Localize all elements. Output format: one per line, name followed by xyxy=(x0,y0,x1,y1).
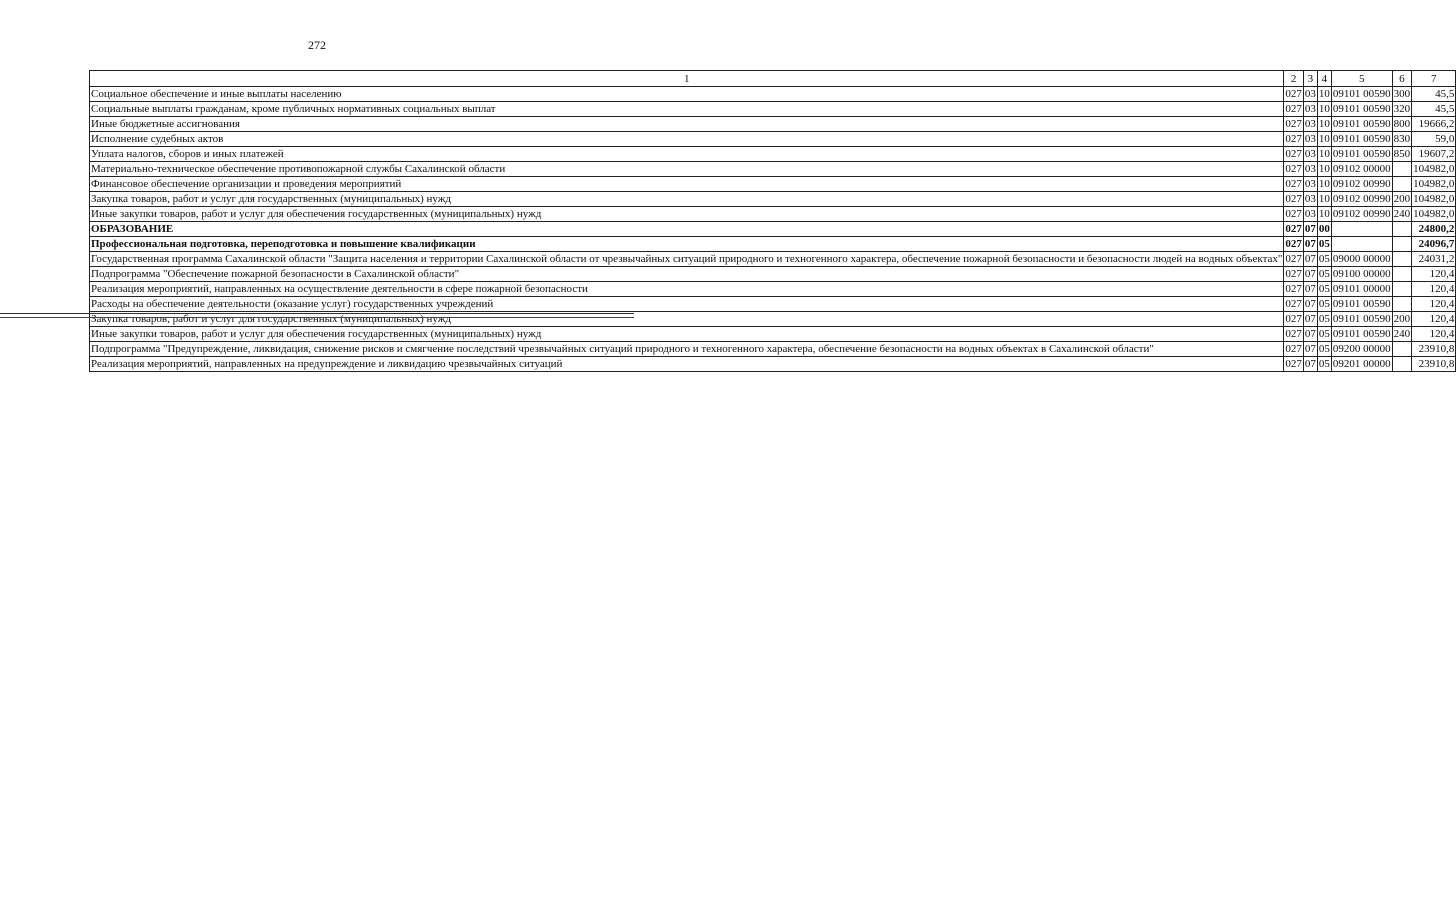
cell-c6 xyxy=(1392,342,1412,357)
cell-c5: 09000 00000 xyxy=(1332,253,1391,265)
cell-c2: 027 xyxy=(1285,133,1302,145)
table-row xyxy=(90,222,1456,237)
cell-c7: 120,4 xyxy=(1412,267,1456,282)
cell-name: Подпрограмма "Предупреждение, ликвидация, снижение рисков и смягчение последствий чрезвычайных ситуаций природного и техногенного характера, обеспечение безопасности на водных объектах в Сахалинской области" xyxy=(90,342,1284,357)
table-row xyxy=(90,297,1456,312)
cell-c7: 23910,8 xyxy=(1412,357,1456,372)
cell-c7: 120,4 xyxy=(1412,312,1456,327)
cell-name: Закупка товаров, работ и услуг для государственных (муниципальных) нужд xyxy=(90,312,1284,327)
cell-name: Подпрограмма "Обеспечение пожарной безопасности в Сахалинской области" xyxy=(90,267,1284,282)
cell-name: Иные закупки товаров, работ и услуг для обеспечения государственных (муниципальных) нужд xyxy=(90,327,1284,342)
cell-c3: 03 xyxy=(1304,163,1316,175)
cell-c3: 07 xyxy=(1304,313,1316,325)
cell-c2: 027 xyxy=(1285,208,1302,220)
header-cell-6: 6 xyxy=(1392,71,1412,87)
cell-c6 xyxy=(1392,162,1412,177)
cell-c3: 07 xyxy=(1304,253,1316,265)
cell-c4: 10 xyxy=(1318,163,1330,175)
cell-name: Государственная программа Сахалинской области "Защита населения и территории Сахалинской области от чрезвычайных ситуаций природного и техногенного характера, обеспечение пожарной безопасности и безопасности людей на водных объектах" xyxy=(91,253,1283,265)
cell-c7: 104982,0 xyxy=(1413,193,1455,205)
table-row xyxy=(90,102,1456,117)
cell-name: Уплата налогов, сборов и иных платежей xyxy=(90,147,1284,162)
cell-c6: 240 xyxy=(1393,328,1411,340)
cell-c6 xyxy=(1392,252,1412,267)
cell-c4: 10 xyxy=(1318,118,1330,130)
cell-name: Социальное обеспечение и иные выплаты населению xyxy=(90,87,1284,102)
table-row xyxy=(90,87,1456,102)
cell-c3: 07 xyxy=(1304,238,1316,250)
header-cell-1: 1 xyxy=(90,71,1284,87)
cell-c2: 027 xyxy=(1285,283,1302,295)
cell-c2: 027 xyxy=(1285,268,1302,280)
cell-name: Материально-техническое обеспечение противопожарной службы Сахалинской области xyxy=(90,162,1284,177)
cell-c6 xyxy=(1392,177,1412,192)
cell-c2: 027 xyxy=(1285,313,1302,325)
cell-c7: 19666,2 xyxy=(1412,117,1456,132)
table-body xyxy=(90,87,1456,372)
cell-c5: 09102 00990 xyxy=(1332,208,1391,220)
header-cell-2: 2 xyxy=(1284,71,1304,87)
cell-c2: 027 xyxy=(1285,358,1302,370)
cell-c7: 23910,8 xyxy=(1412,342,1456,357)
cell-c4: 10 xyxy=(1318,193,1330,205)
cell-c5 xyxy=(1331,222,1392,237)
cell-c3: 03 xyxy=(1304,103,1316,115)
header-cell-5: 5 xyxy=(1331,71,1392,87)
cell-c6 xyxy=(1392,282,1412,297)
cell-c7: 104982,0 xyxy=(1413,208,1455,220)
header-cell-3: 3 xyxy=(1303,71,1317,87)
cell-c2: 027 xyxy=(1285,178,1302,190)
table-row xyxy=(90,132,1456,147)
cell-c2: 027 xyxy=(1285,193,1302,205)
cell-c6 xyxy=(1392,357,1412,372)
cell-c2: 027 xyxy=(1285,328,1302,340)
cell-c6: 850 xyxy=(1393,148,1411,160)
cell-c5: 09102 00990 xyxy=(1332,178,1391,190)
cell-name: Исполнение судебных актов xyxy=(90,132,1284,147)
cell-c7: 24800,2 xyxy=(1412,222,1456,237)
scan-line-artifact xyxy=(0,313,634,314)
cell-c5: 09102 00000 xyxy=(1332,163,1391,175)
cell-c6: 240 xyxy=(1393,208,1411,220)
cell-c3: 07 xyxy=(1304,268,1316,280)
cell-c2: 027 xyxy=(1285,163,1302,175)
table-row xyxy=(90,237,1456,252)
cell-c4: 05 xyxy=(1318,298,1330,310)
cell-c4: 05 xyxy=(1318,283,1330,295)
cell-c5: 09102 00990 xyxy=(1332,193,1391,205)
cell-c7: 120,4 xyxy=(1412,282,1456,297)
cell-c2: 027 xyxy=(1285,103,1302,115)
cell-c5: 09101 00590 xyxy=(1332,118,1391,130)
cell-c3: 07 xyxy=(1304,283,1316,295)
table-row xyxy=(90,282,1456,297)
cell-c4: 05 xyxy=(1318,358,1330,370)
cell-c4: 10 xyxy=(1318,178,1330,190)
cell-c7: 59,0 xyxy=(1412,132,1456,147)
cell-name: Расходы на обеспечение деятельности (оказание услуг) государственных учреждений xyxy=(90,297,1284,312)
table-row xyxy=(90,162,1456,177)
header-cell-7: 7 xyxy=(1412,71,1456,87)
cell-c5: 09101 00590 xyxy=(1332,313,1391,325)
cell-c4: 10 xyxy=(1318,133,1330,145)
cell-c3: 03 xyxy=(1304,148,1316,160)
cell-c2: 027 xyxy=(1285,88,1302,100)
cell-c7: 104982,0 xyxy=(1413,163,1455,175)
cell-c4: 05 xyxy=(1318,313,1330,325)
cell-c5: 09101 00000 xyxy=(1332,283,1391,295)
cell-c4: 05 xyxy=(1318,253,1330,265)
cell-c5: 09101 00590 xyxy=(1332,103,1391,115)
cell-c7: 120,4 xyxy=(1412,297,1456,312)
budget-table xyxy=(89,70,1456,372)
cell-name: Реализация мероприятий, направленных на осуществление деятельности в сфере пожарной безопасности xyxy=(90,282,1284,297)
cell-c2: 027 xyxy=(1285,253,1302,265)
cell-name: Социальные выплаты гражданам, кроме публичных нормативных социальных выплат xyxy=(90,102,1284,117)
cell-c6 xyxy=(1392,222,1412,237)
cell-c3: 03 xyxy=(1304,178,1316,190)
cell-c3: 07 xyxy=(1304,298,1316,310)
cell-c3: 03 xyxy=(1304,193,1316,205)
cell-c6: 200 xyxy=(1393,313,1411,325)
table-row xyxy=(90,192,1456,207)
cell-c4: 05 xyxy=(1318,328,1330,340)
cell-name: Профессиональная подготовка, переподготовка и повышение квалификации xyxy=(90,237,1284,252)
cell-c4: 10 xyxy=(1318,148,1330,160)
cell-c4: 10 xyxy=(1318,103,1330,115)
table-row xyxy=(90,177,1456,192)
scan-line-artifact-2 xyxy=(0,317,634,318)
cell-c4: 10 xyxy=(1318,88,1330,100)
cell-name: Закупка товаров, работ и услуг для государственных (муниципальных) нужд xyxy=(90,192,1284,207)
header-cell-4: 4 xyxy=(1317,71,1331,87)
cell-c7: 24096,7 xyxy=(1412,237,1456,252)
cell-name: Иные закупки товаров, работ и услуг для обеспечения государственных (муниципальных) нужд xyxy=(90,207,1284,222)
cell-c2: 027 xyxy=(1285,223,1302,235)
cell-c4: 05 xyxy=(1318,343,1330,355)
cell-c6 xyxy=(1392,297,1412,312)
cell-c7: 120,4 xyxy=(1412,327,1456,342)
table-row xyxy=(90,357,1456,372)
table-row xyxy=(90,207,1456,222)
table-row xyxy=(90,327,1456,342)
cell-name: Иные бюджетные ассигнования xyxy=(90,117,1284,132)
cell-c2: 027 xyxy=(1285,298,1302,310)
header-row xyxy=(90,71,1456,87)
page-number: 272 xyxy=(308,38,326,52)
cell-c5 xyxy=(1331,237,1392,252)
cell-c3: 07 xyxy=(1304,343,1316,355)
cell-c2: 027 xyxy=(1285,118,1302,130)
cell-c2: 027 xyxy=(1285,238,1302,250)
cell-c7: 45,5 xyxy=(1412,87,1456,102)
cell-c5: 09101 00590 xyxy=(1332,148,1391,160)
cell-c2: 027 xyxy=(1285,343,1302,355)
cell-c6: 200 xyxy=(1393,193,1411,205)
cell-c6: 300 xyxy=(1393,88,1411,100)
table-row xyxy=(90,117,1456,132)
cell-c6: 830 xyxy=(1393,133,1411,145)
cell-c7: 45,5 xyxy=(1412,102,1456,117)
cell-c4: 05 xyxy=(1318,268,1330,280)
cell-c4: 00 xyxy=(1318,223,1330,235)
cell-c3: 03 xyxy=(1304,208,1316,220)
cell-c7: 19607,2 xyxy=(1412,147,1456,162)
cell-c6: 320 xyxy=(1393,103,1411,115)
table-row xyxy=(90,267,1456,282)
cell-c7: 24031,2 xyxy=(1412,252,1456,267)
cell-c5: 09200 00000 xyxy=(1332,343,1391,355)
cell-c2: 027 xyxy=(1285,148,1302,160)
cell-c4: 05 xyxy=(1318,238,1330,250)
table-row xyxy=(90,147,1456,162)
cell-c6 xyxy=(1392,267,1412,282)
cell-c5: 09101 00590 xyxy=(1332,298,1391,310)
cell-c3: 03 xyxy=(1304,118,1316,130)
cell-c5: 09100 00000 xyxy=(1332,268,1391,280)
cell-c5: 09101 00590 xyxy=(1332,133,1391,145)
cell-c5: 09101 00590 xyxy=(1332,328,1391,340)
cell-c5: 09201 00000 xyxy=(1332,358,1391,370)
table-row xyxy=(90,252,1456,267)
cell-name: Финансовое обеспечение организации и проведения мероприятий xyxy=(90,177,1284,192)
cell-c3: 07 xyxy=(1304,358,1316,370)
table-row xyxy=(90,342,1456,357)
cell-c3: 07 xyxy=(1304,223,1316,235)
cell-name: Реализация мероприятий, направленных на предупреждение и ликвидацию чрезвычайных ситуаций xyxy=(90,357,1284,372)
cell-c3: 03 xyxy=(1304,133,1316,145)
cell-c5: 09101 00590 xyxy=(1332,88,1391,100)
cell-c7: 104982,0 xyxy=(1413,178,1455,190)
cell-name: ОБРАЗОВАНИЕ xyxy=(90,222,1284,237)
cell-c6 xyxy=(1392,237,1412,252)
cell-c6: 800 xyxy=(1393,118,1411,130)
cell-c3: 07 xyxy=(1304,328,1316,340)
cell-c3: 03 xyxy=(1304,88,1316,100)
cell-c4: 10 xyxy=(1318,208,1330,220)
